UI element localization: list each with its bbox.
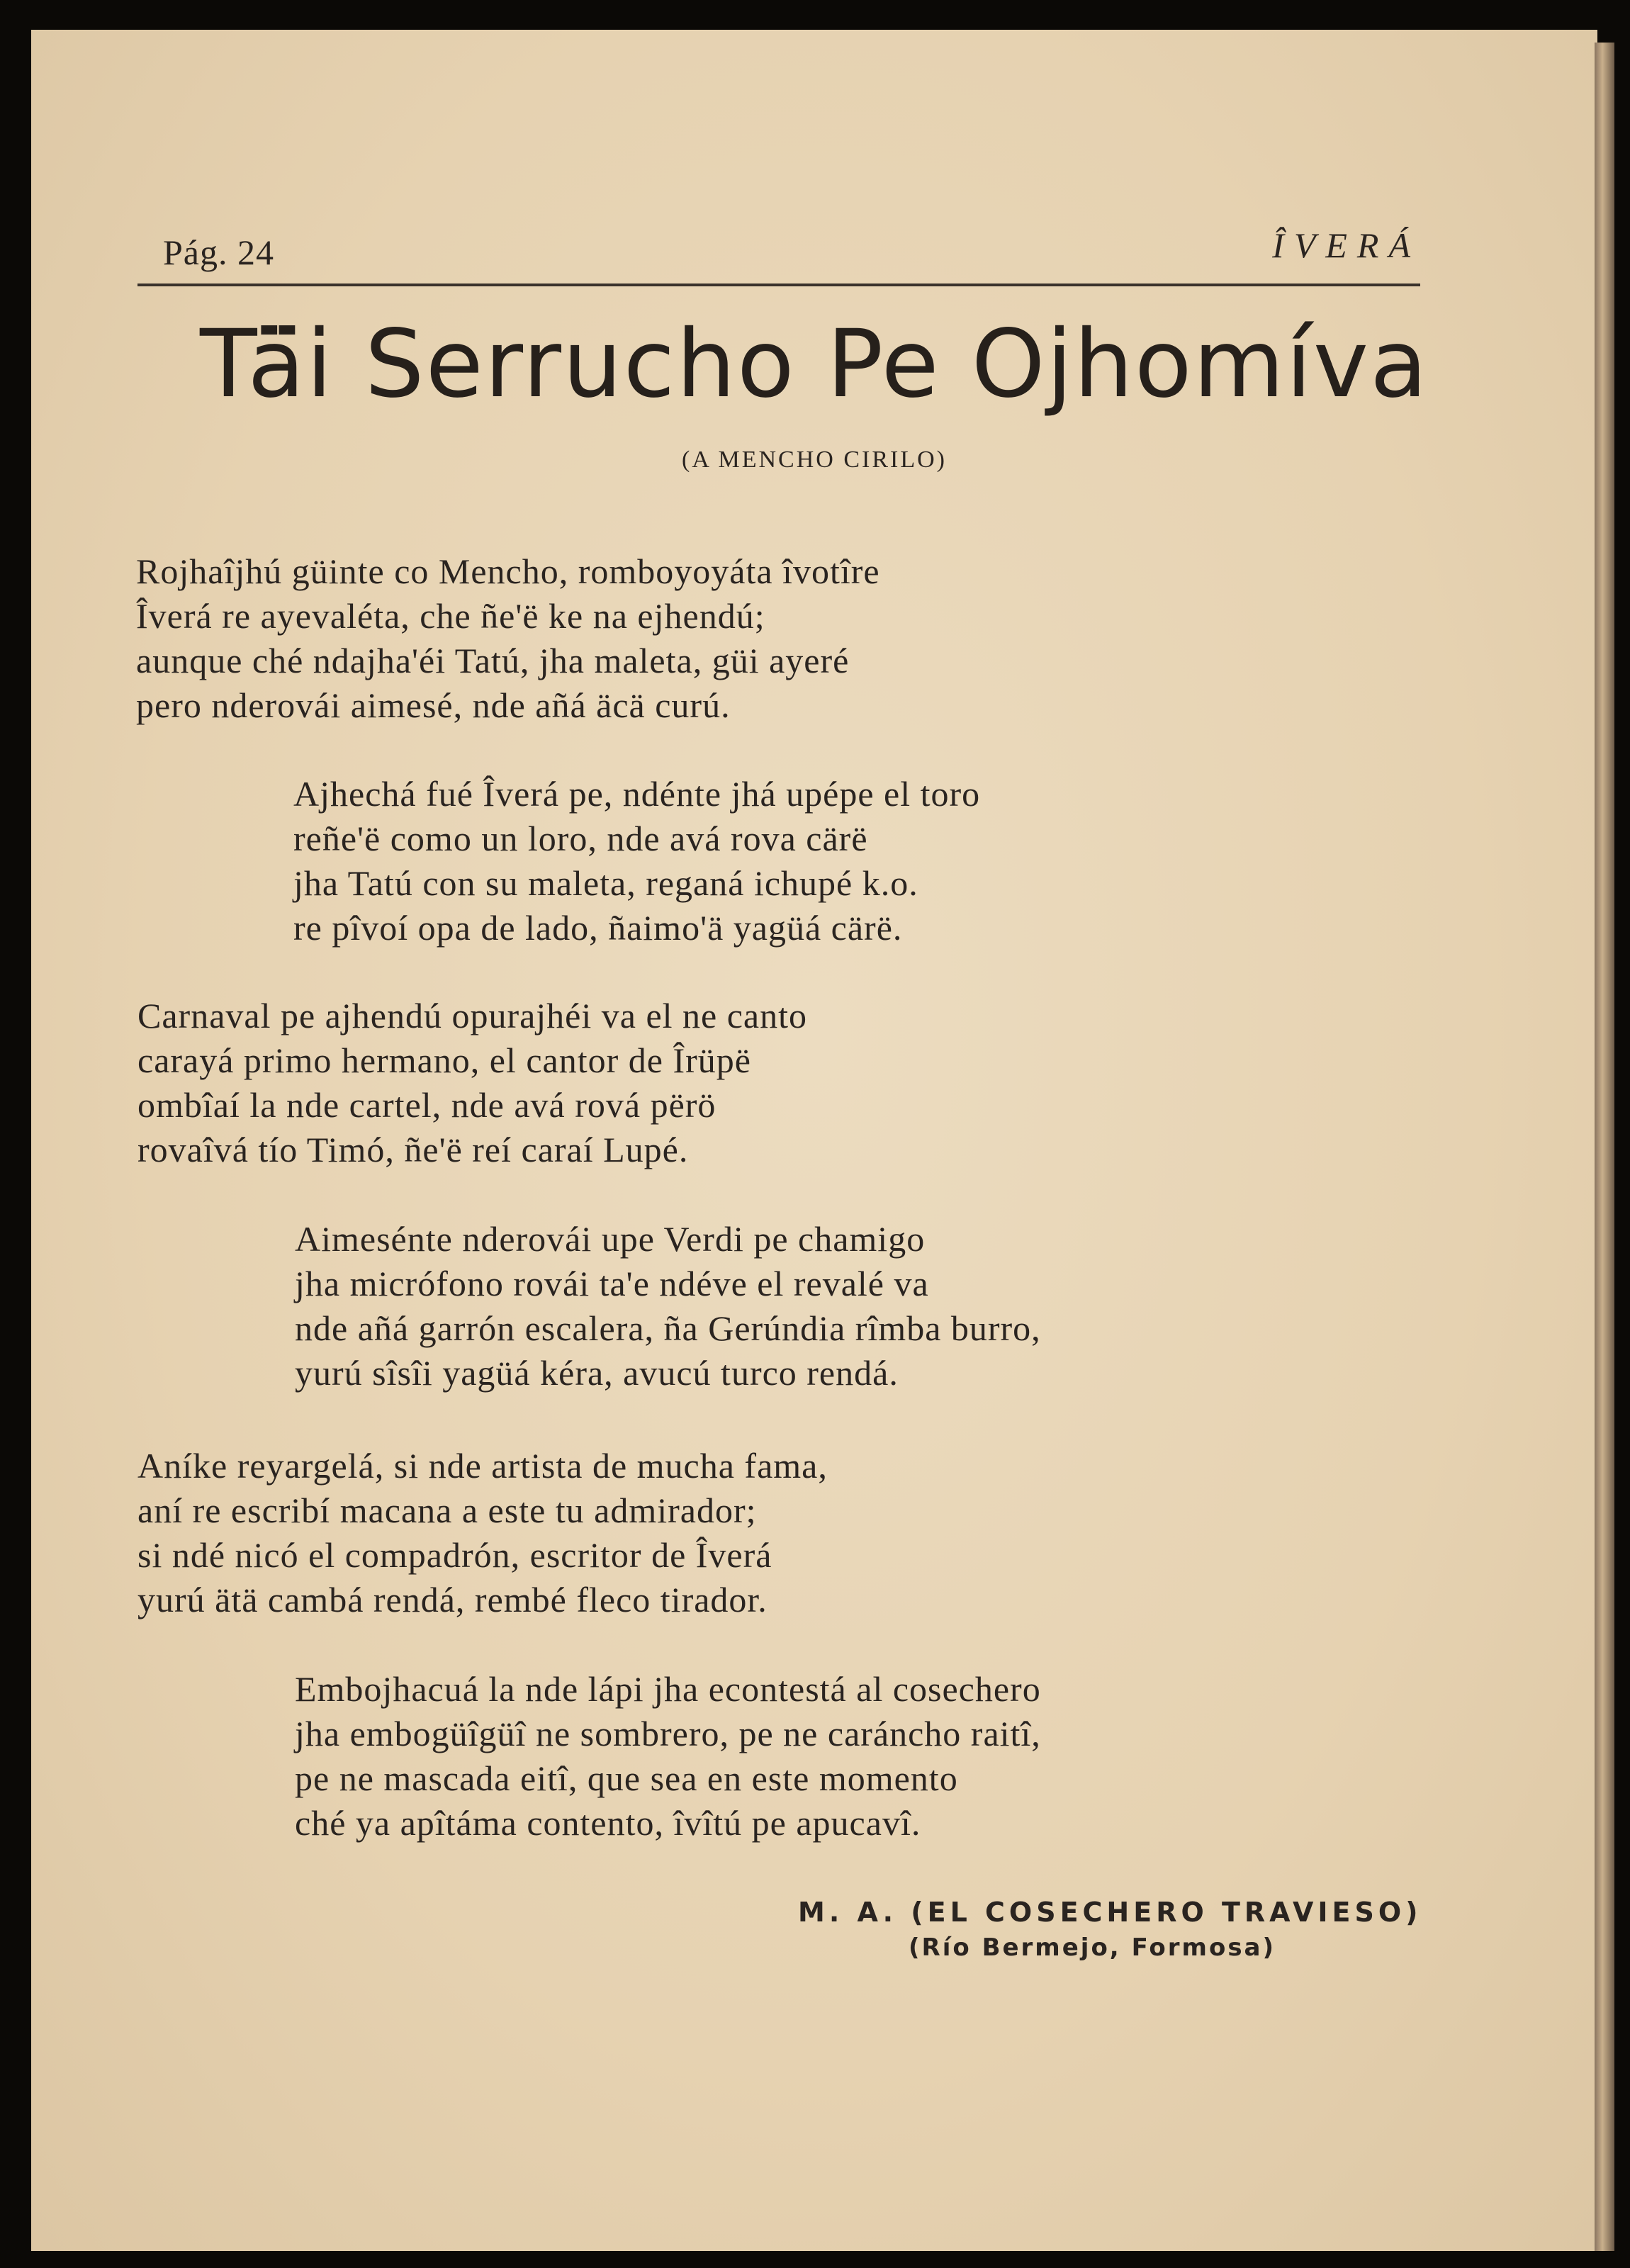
verse-line: Îverá re ayevaléta, che ñe'ë ke na ejhendú; bbox=[136, 596, 765, 636]
verse-line: Rojhaîjhú güinte co Mencho, romboyoyáta îvotîre bbox=[136, 551, 880, 591]
running-title: ÎVERÁ bbox=[1272, 225, 1420, 265]
stanza-3 bbox=[137, 994, 807, 1172]
verse-line: ché ya apîtáma contento, îvîtú pe apucavî. bbox=[295, 1803, 921, 1843]
stanza-2 bbox=[293, 772, 980, 950]
author-location: (Río Bermejo, Formosa) bbox=[909, 1933, 1276, 1962]
page-number: Pág. 24 bbox=[163, 232, 274, 272]
verse-line: re pîvoí opa de lado, ñaimo'ä yagüá cärë. bbox=[293, 908, 903, 948]
verse-line: nde añá garrón escalera, ña Gerúndia rîmba burro, bbox=[295, 1308, 1041, 1348]
poem-title: Tä̈i Serrucho Pe Ojhomíva bbox=[200, 310, 1429, 419]
verse-line: yurú sîsîi yagüá kéra, avucú turco rendá. bbox=[295, 1353, 899, 1393]
stanza-6 bbox=[295, 1667, 1041, 1846]
verse-line: reñe'ë como un loro, nde avá rova cärë bbox=[293, 819, 868, 858]
stanza-1 bbox=[136, 549, 880, 728]
verse-line: Aníke reyargelá, si nde artista de mucha fama, bbox=[137, 1446, 828, 1486]
stanza-5 bbox=[137, 1444, 828, 1622]
verse-line: pe ne mascada eitî, que sea en este momento bbox=[295, 1758, 958, 1798]
verse-line: aní re escribí macana a este tu admirador; bbox=[137, 1491, 757, 1530]
header-rule bbox=[137, 284, 1420, 286]
verse-line: si ndé nicó el compadrón, escritor de Îverá bbox=[137, 1535, 772, 1575]
verse-line: Carnaval pe ajhendú opurajhéi va el ne canto bbox=[137, 996, 808, 1035]
stanza-4 bbox=[295, 1217, 1041, 1396]
verse-line: Aimesénte nderovái upe Verdi pe chamigo bbox=[295, 1219, 926, 1259]
verse-line: yurú ätä cambá rendá, rembé fleco tirador. bbox=[137, 1580, 768, 1619]
verse-line: jha embogüîgüî ne sombrero, pe ne caráncho raitî, bbox=[295, 1714, 1041, 1753]
verse-line: pero nderovái aimesé, nde añá äcä curú. bbox=[136, 685, 731, 725]
verse-line: carayá primo hermano, el cantor de Îrüpë bbox=[137, 1040, 751, 1080]
verse-line: rovaîvá tío Timó, ñe'ë reí caraí Lupé. bbox=[137, 1130, 689, 1169]
verse-line: Embojhacuá la nde lápi jha econtestá al cosechero bbox=[295, 1669, 1041, 1709]
verse-line: aunque ché ndajha'éi Tatú, jha maleta, güi ayeré bbox=[136, 641, 850, 680]
verse-line: ombîaí la nde cartel, nde avá rová përö bbox=[137, 1085, 716, 1125]
verse-line: Ajhechá fué Îverá pe, ndénte jhá upépe el toro bbox=[293, 774, 981, 814]
poem-dedication: (A MENCHO CIRILO) bbox=[682, 447, 947, 473]
verse-line: jha micrófono rovái ta'e ndéve el revalé va bbox=[295, 1264, 929, 1303]
author-signature: M. A. (EL COSECHERO TRAVIESO) bbox=[798, 1897, 1422, 1928]
book-spine-edge bbox=[1595, 43, 1614, 2251]
page-header bbox=[130, 225, 1420, 274]
verse-line: jha Tatú con su maleta, reganá ichupé k.o. bbox=[293, 863, 918, 903]
magazine-page bbox=[31, 30, 1597, 2251]
